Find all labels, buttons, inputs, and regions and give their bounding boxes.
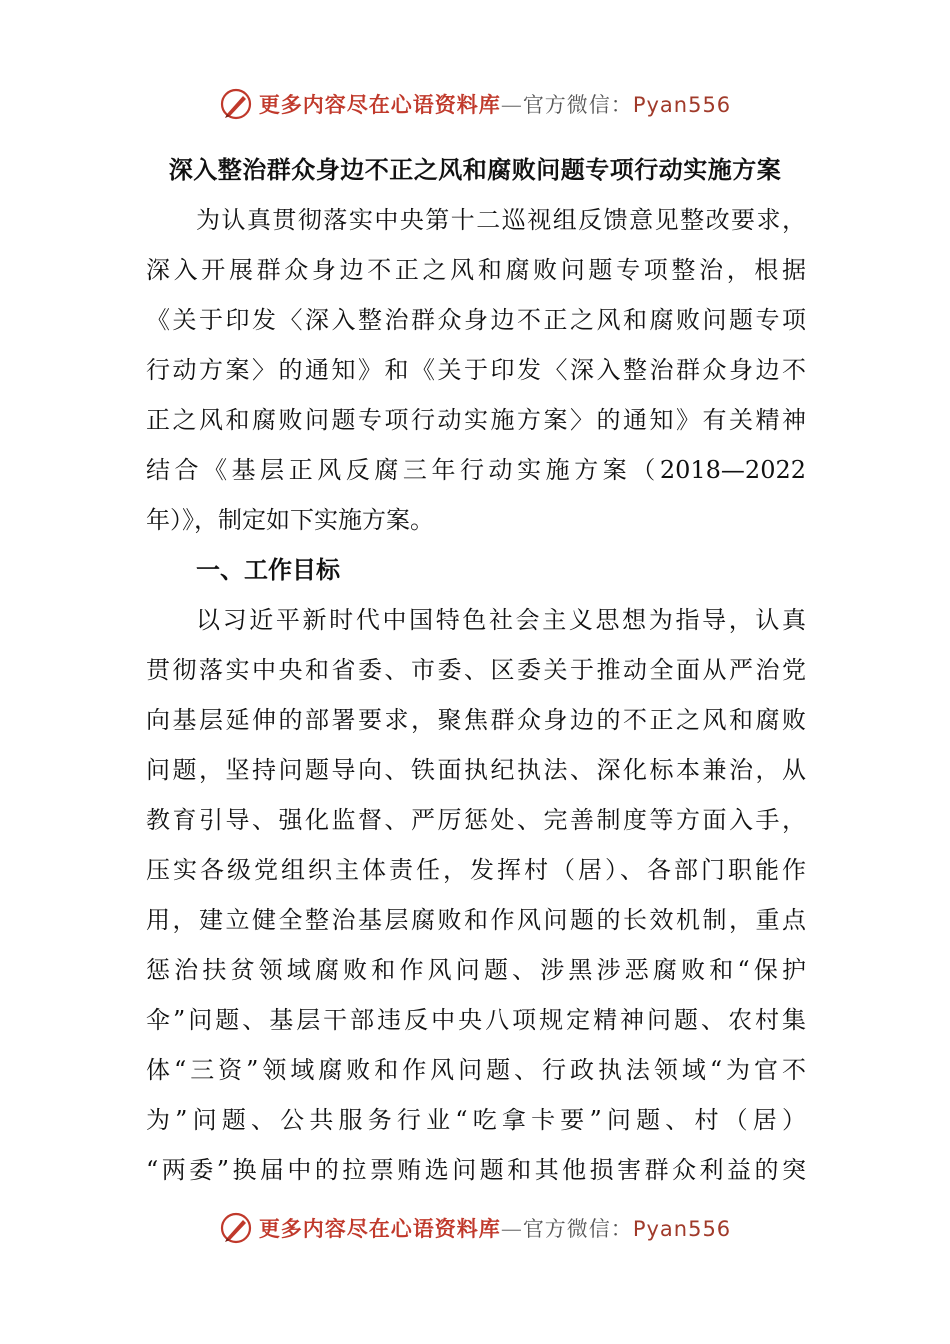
watermark-site: 更多内容尽在心语资料库: [258, 92, 501, 117]
goal-line: 问题，坚持问题导向、铁面执纪执法、深化标本兼治，从: [146, 756, 806, 784]
goal-line: 为”问题、公共服务行业“吃拿卡要”问题、村（居）: [146, 1106, 806, 1134]
intro-line: 《关于印发〈深入整治群众身边不正之风和腐败问题专项: [146, 306, 806, 334]
intro-line: 结合《基层正风反腐三年行动实施方案（2018—2022: [146, 456, 806, 484]
intro-line: 年）》，制定如下实施方案。: [146, 506, 434, 534]
intro-line: 为认真贯彻落实中央第十二巡视组反馈意见整改要求，: [196, 206, 806, 234]
watermark-label: 官方微信：: [522, 1217, 633, 1241]
document-title: 深入整治群众身边不正之风和腐败问题专项行动实施方案: [168, 156, 782, 184]
watermark-text: [259, 89, 731, 119]
watermark-separator: —: [500, 93, 523, 117]
watermark-text: [259, 1213, 731, 1243]
intro-line: 行动方案〉的通知》和《关于印发〈深入整治群众身边不: [146, 356, 806, 384]
watermark-footer: [0, 1208, 950, 1248]
goal-line: 教育引导、强化监督、严厉惩处、完善制度等方面入手，: [146, 806, 806, 834]
goal-line: 贯彻落实中央和省委、市委、区委关于推动全面从严治党: [146, 656, 806, 684]
goal-line: 压实各级党组织主体责任，发挥村（居）、各部门职能作: [146, 856, 806, 884]
section-heading: 一、工作目标: [196, 556, 340, 584]
watermark-wechat-id: Pyan556: [632, 93, 732, 117]
goal-line: 惩治扶贫领域腐败和作风问题、涉黑涉恶腐败和“保护: [146, 956, 806, 984]
goal-line: “两委”换届中的拉票贿选问题和其他损害群众利益的突: [146, 1156, 806, 1184]
goal-line: 向基层延伸的部署要求，聚焦群众身边的不正之风和腐败: [146, 706, 806, 734]
watermark-site: 更多内容尽在心语资料库: [258, 1216, 501, 1241]
pen-logo-icon: [219, 87, 253, 121]
goal-line: 伞”问题、基层干部违反中央八项规定精神问题、农村集: [146, 1006, 806, 1034]
pen-logo-icon: [219, 1211, 253, 1245]
goal-line: 体“三资”领域腐败和作风问题、行政执法领域“为官不: [146, 1056, 806, 1084]
watermark-header: [0, 84, 950, 124]
watermark-label: 官方微信：: [522, 93, 633, 117]
intro-line: 深入开展群众身边不正之风和腐败问题专项整治，根据: [146, 256, 806, 284]
watermark-separator: —: [500, 1217, 523, 1241]
intro-line: 正之风和腐败问题专项行动实施方案〉的通知》有关精神: [146, 406, 806, 434]
goal-line: 用，建立健全整治基层腐败和作风问题的长效机制，重点: [146, 906, 806, 934]
watermark-wechat-id: Pyan556: [632, 1217, 732, 1241]
goal-line: 以习近平新时代中国特色社会主义思想为指导，认真: [196, 606, 806, 634]
